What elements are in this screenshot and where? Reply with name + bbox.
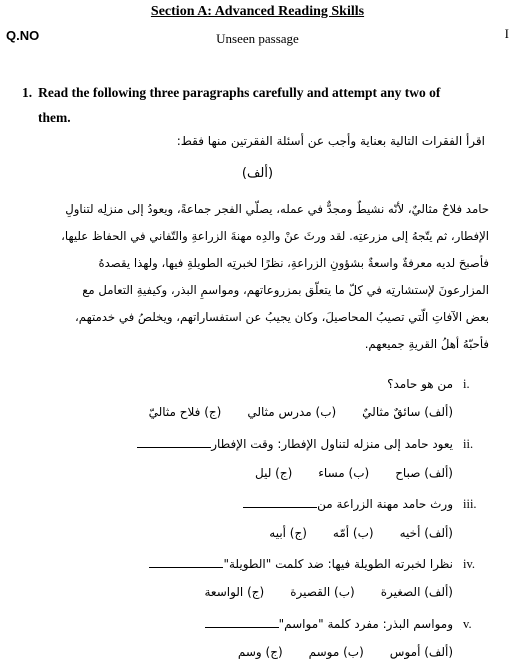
question-text-content: ورث حامد مهنة الزراعة من <box>317 497 453 511</box>
right-margin-mark: I <box>504 26 509 41</box>
question-options <box>178 585 453 599</box>
question-text-content: يعود حامد إلى منزله لتناول الإفطار: وقت الإفطار <box>211 437 453 451</box>
question-number: iv. <box>463 557 476 571</box>
option: (ج) أبيه <box>269 526 307 540</box>
instruction-line-2: them. <box>38 110 71 125</box>
instruction-number: 1. <box>22 85 33 100</box>
reading-paragraph <box>18 196 489 358</box>
option: (ج) وسم <box>237 645 283 659</box>
question-text: من هو حامد؟ <box>387 377 453 391</box>
answer-blank <box>243 506 317 508</box>
paragraph-line: المزارعونَ لإستشارتِه في كلّ ما يتعلّق بمزروعاتهم، ومواسمِ البذر، وكيفيةِ التعامل مع <box>82 283 489 297</box>
answer-blank <box>205 626 279 628</box>
option: (ألف) صباح <box>395 466 453 480</box>
option: (ج) ليل <box>254 466 293 480</box>
english-instruction <box>22 80 492 130</box>
question-text <box>243 497 453 511</box>
question-text <box>205 617 453 631</box>
paragraph-label: (ألف) <box>241 166 274 181</box>
option: (ألف) أخيه <box>399 526 453 540</box>
question-text-content: نظرا لخبرته الطويلة فيها: ضد كلمت "الطويلة" <box>223 557 453 571</box>
question-number-label: Q.NO <box>6 28 40 43</box>
question-options <box>212 645 453 659</box>
question-text <box>149 557 453 571</box>
option: (ب) مساء <box>318 466 370 480</box>
option: (ألف) الصغيرة <box>380 585 453 599</box>
question-text <box>137 437 453 451</box>
question-number: ii. <box>463 437 474 451</box>
question-number: iii. <box>463 497 477 511</box>
option: (ب) موسم <box>308 645 364 659</box>
arabic-instruction: اقرأ الفقرات التالية بعناية وأجب عن أسئلة الفقرتين منها فقط: <box>176 134 485 148</box>
question-options <box>243 526 453 540</box>
paragraph-line: الإفطار، ثم يتّجهُ إلى مزرعتِه. لقد ورثَ عنْ والدِه مهنةَ الزراعةِ والتّفاني في الحفاظ عليها، <box>61 229 489 243</box>
question-number: i. <box>463 377 470 391</box>
answer-blank <box>137 446 211 448</box>
instruction-line-1: Read the following three paragraphs carefully and attempt any two of <box>38 85 441 100</box>
section-title: Section A: Advanced Reading Skills <box>150 4 365 19</box>
question-number: v. <box>463 617 472 631</box>
paragraph-line: فأحبّهُ أهلُ القريةِ جميعهم. <box>364 337 489 351</box>
option: (ألف) أموس <box>389 645 453 659</box>
passage-subtitle: Unseen passage <box>216 31 299 46</box>
option: (ب) أمّه <box>332 526 374 540</box>
question-text-content: ومواسم البذر: مفرد كلمة "مواسم" <box>278 617 453 631</box>
option: (ألف) سائقٌ مثاليٌ <box>362 405 453 419</box>
option: (ج) فلاح مثاليّ <box>148 405 222 419</box>
option: (ب) القصيرة <box>290 585 355 599</box>
paragraph-line: فأصبحَ لديه معرفةٌ واسعةٌ بشؤونِ الزراعةِ، نظرًا لخبرتِه الطويلةِ فيها، ولهذا يقصدهُ <box>98 256 489 270</box>
answer-blank <box>149 566 223 568</box>
paragraph-line: بعض الآفاتِ الّتي تصيبُ المحاصيلَ، وكان يجيبُ عن استفساراتهم، ويخلصُ في خدمتهم، <box>75 310 489 324</box>
question-options <box>123 405 453 419</box>
paragraph-line: حامد فلاحٌ مثاليٌ، لأنّه نشيطٌ ومجدٌّ في عمله، يصلّي الفجر جماعةً، ويعودُ إلى منزلِه لتناولِ <box>65 202 489 216</box>
question-options <box>229 466 453 480</box>
option: (ب) مدرس مثالي <box>247 405 337 419</box>
option: (ج) الواسعة <box>204 585 265 599</box>
